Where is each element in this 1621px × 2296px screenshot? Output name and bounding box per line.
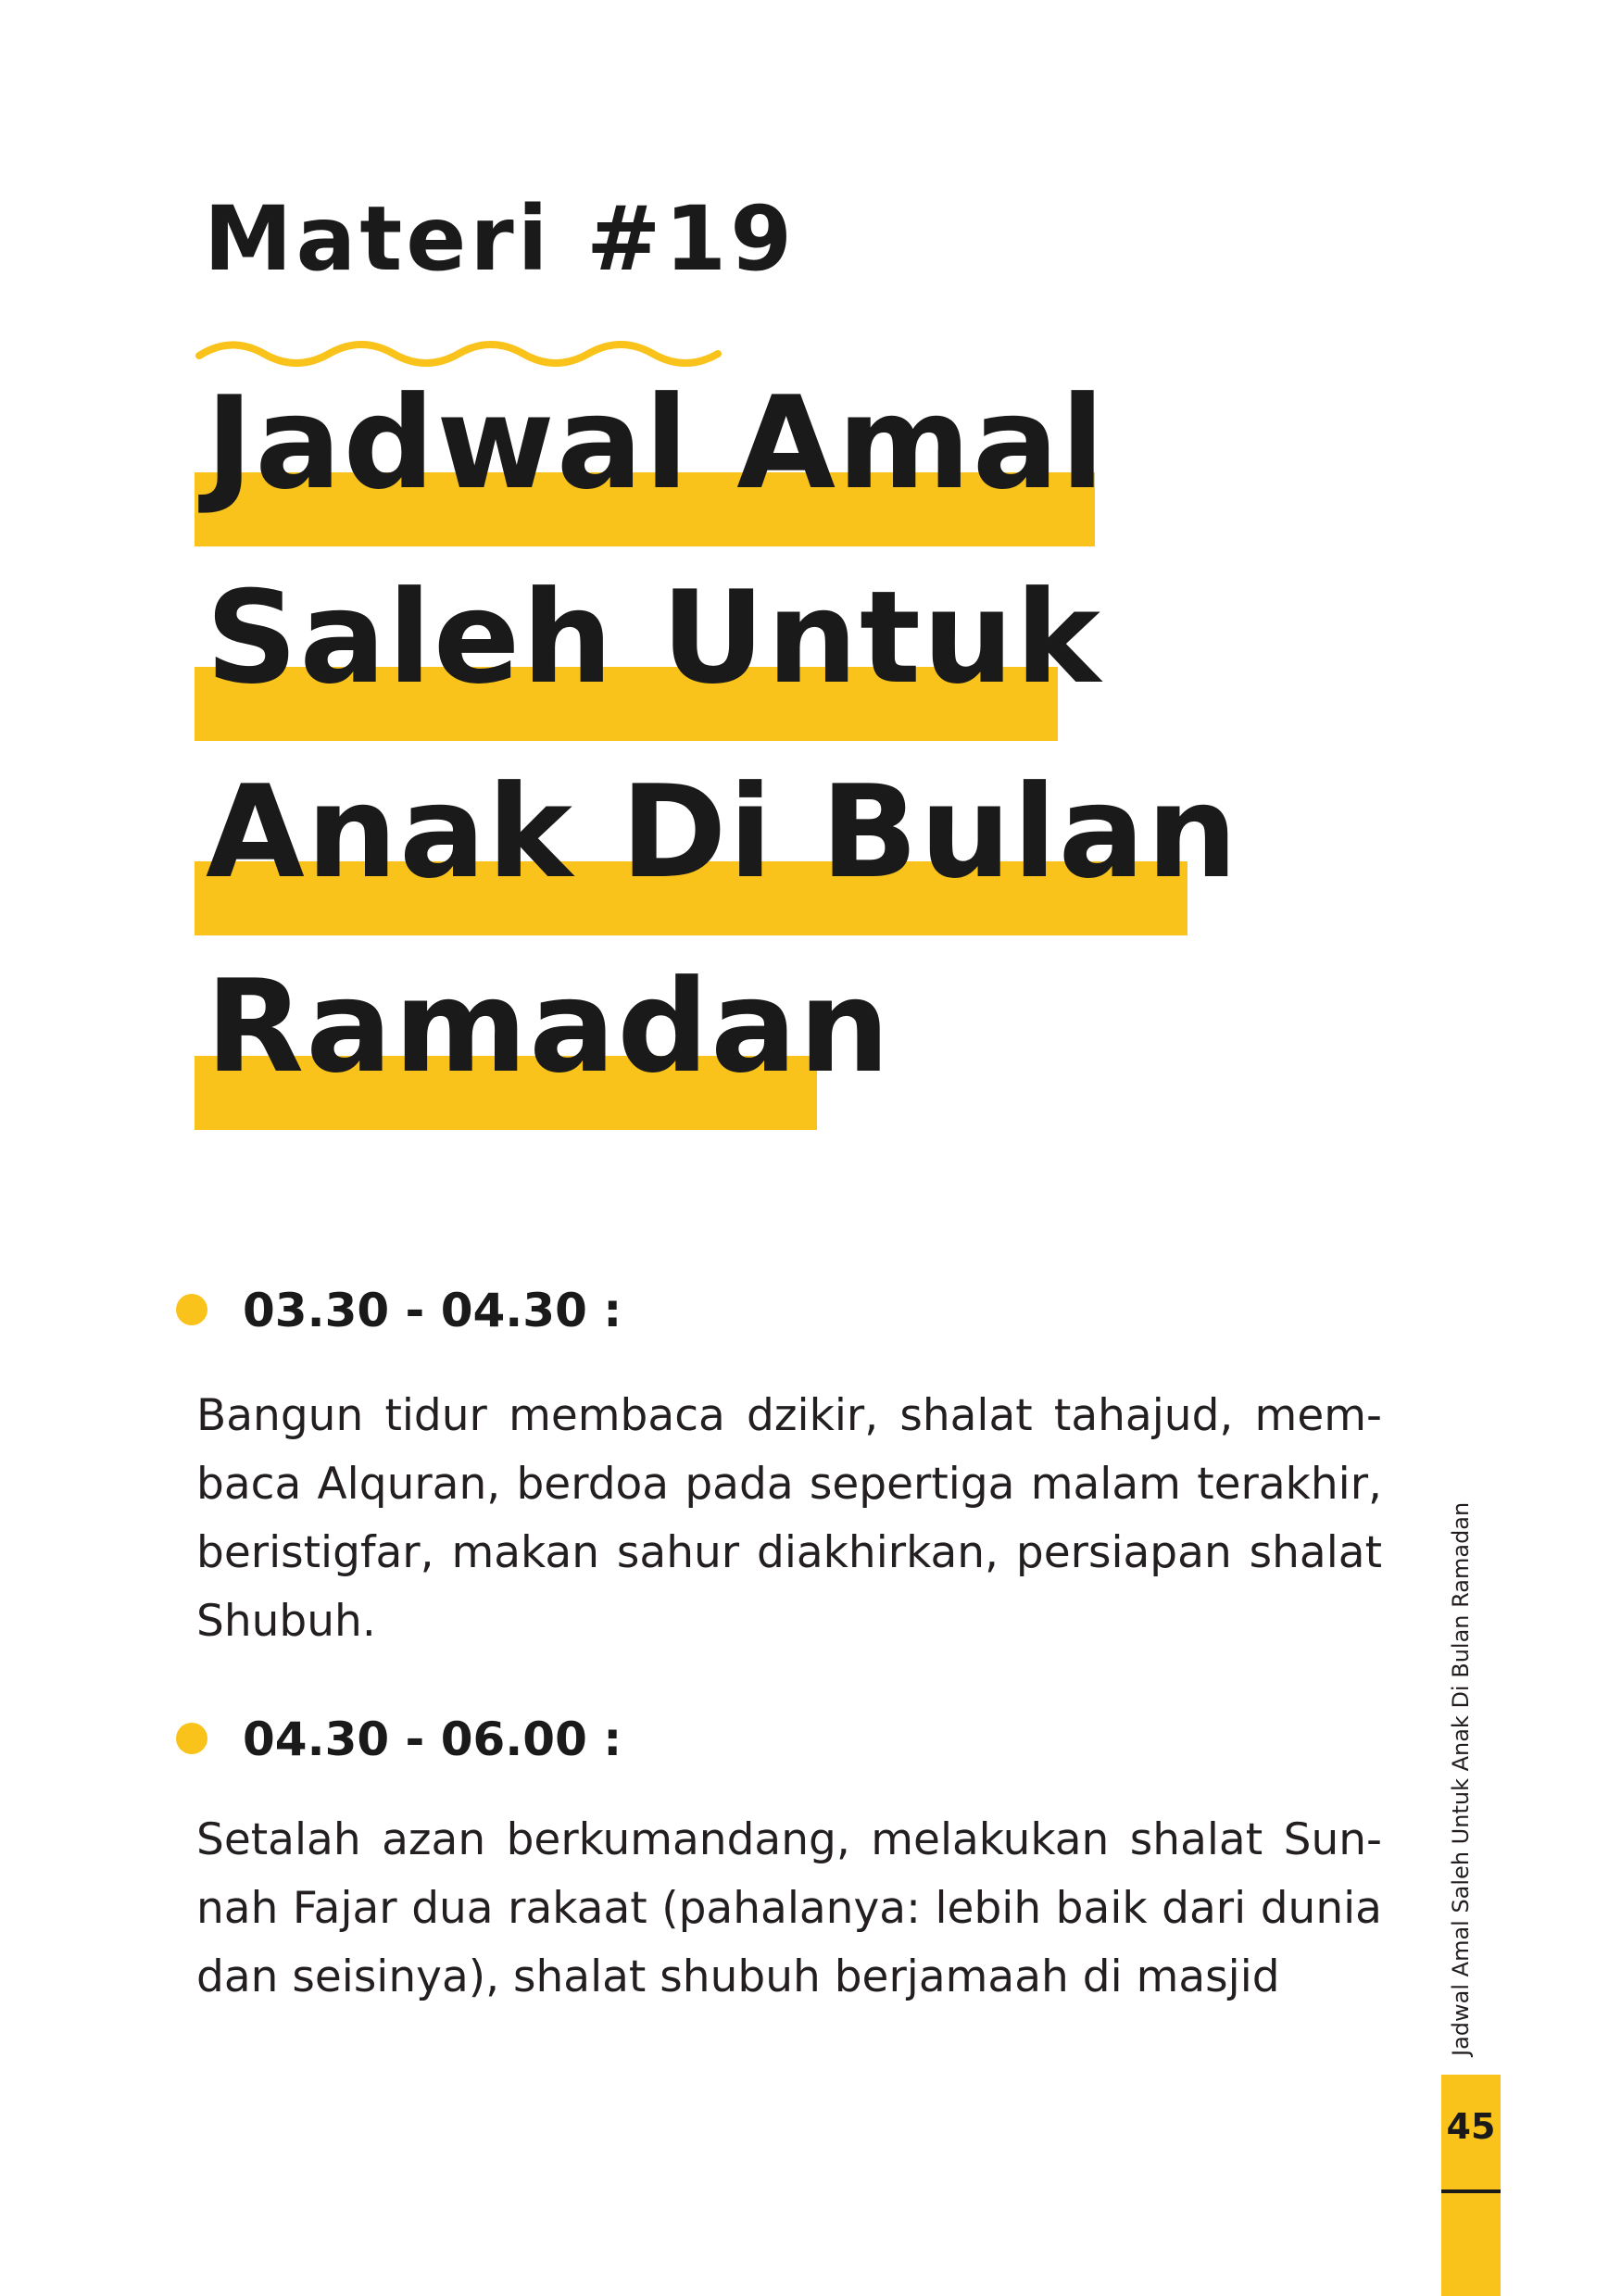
title-line-3 [195,758,1239,926]
time-range: 04.30 - 06.00 : [243,1713,622,1766]
bullet-dot-icon [176,1294,207,1325]
wave-underline-decoration [195,335,723,372]
schedule-description-1: Bangun tidur membaca dzikir, shalat tahajud, mem-baca Alquran, berdoa pada sepertiga malam terakhir, beristigfar, makan sahur diakhirkan, persiapan shalat Shubuh. [196,1390,1382,1647]
title-text: Anak Di Bulan [206,758,1239,907]
title-text: Jadwal Amal [206,369,1107,518]
page-number-rule [1441,2189,1501,2193]
running-title: Jadwal Amal Saleh Untuk Anak Di Bulan Ramadan [1448,1501,1474,2056]
title-line-2 [195,563,1102,732]
schedule-description-2: Setalah azan berkumandang, melakukan shalat Sun-nah Fajar dua rakaat (pahalanya: lebih baik dari dunia dan seisinya), shalat shubuh berjamaah di masjid [196,1814,1382,2002]
title-line-4 [195,952,892,1121]
page-number-tab [1441,2075,1501,2296]
title-line-1 [195,369,1107,537]
time-range: 03.30 - 04.30 : [243,1284,622,1337]
page-number: 45 [1446,2106,1496,2147]
bullet-dot-icon [176,1723,207,1754]
title-text: Saleh Untuk [206,563,1102,712]
section-label: Materi #19 [204,187,797,291]
title-text: Ramadan [206,952,892,1101]
